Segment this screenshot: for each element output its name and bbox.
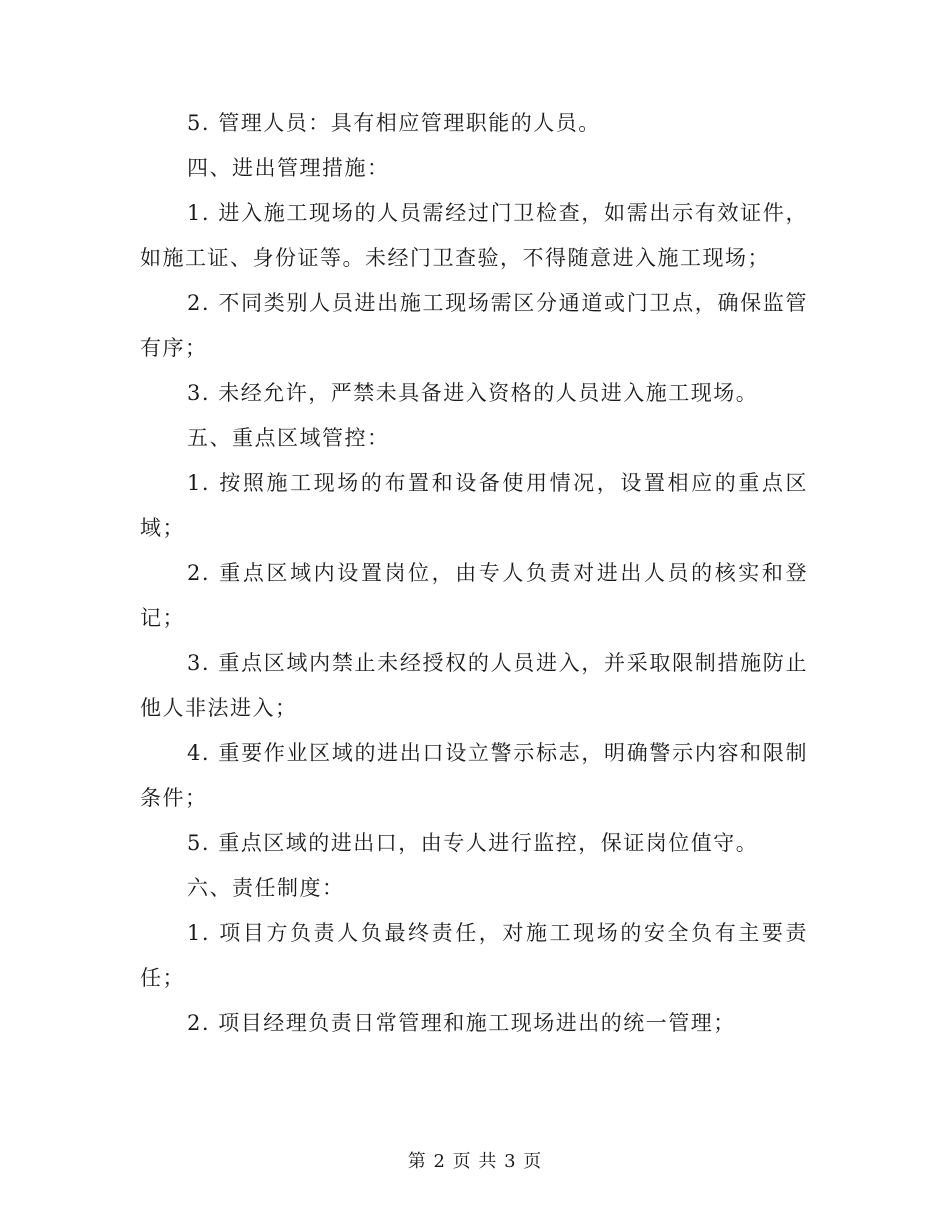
key-area-item-4: 4. 重要作业区域的进出口设立警示标志，明确警示内容和限制条件； (140, 741, 808, 810)
section-heading-key-area-control: 五、重点区域管控： (187, 426, 390, 450)
section-heading-entry-exit-measures: 四、进出管理措施： (187, 156, 390, 180)
key-area-item-1: 1. 按照施工现场的布置和设备使用情况，设置相应的重点区域； (140, 471, 808, 540)
key-area-item-3: 3. 重点区域内禁止未经授权的人员进入，并采取限制措施防止他人非法进入； (140, 651, 808, 720)
entry-exit-item-3: 3. 未经允许，严禁未具备进入资格的人员进入施工现场。 (187, 381, 759, 405)
item-management-staff: 5. 管理人员：具有相应管理职能的人员。 (187, 111, 601, 135)
document-body (140, 101, 808, 1046)
entry-exit-item-2: 2. 不同类别人员进出施工现场需区分通道或门卫点，确保监管有序； (140, 291, 808, 360)
section-heading-responsibility-system: 六、责任制度： (187, 876, 345, 900)
responsibility-item-1: 1. 项目方负责人负最终责任，对施工现场的安全负有主要责任； (140, 921, 808, 990)
entry-exit-item-1: 1. 进入施工现场的人员需经过门卫检查，如需出示有效证件，如施工证、身份证等。未经门卫查验，不得随意进入施工现场； (140, 201, 808, 270)
key-area-item-5: 5. 重点区域的进出口，由专人进行监控，保证岗位值守。 (187, 831, 759, 855)
key-area-item-2: 2. 重点区域内设置岗位，由专人负责对进出人员的核实和登记； (140, 561, 808, 630)
page-number-footer: 第 2 页 共 3 页 (407, 1151, 543, 1172)
responsibility-item-2: 2. 项目经理负责日常管理和施工现场进出的统一管理； (187, 1011, 736, 1035)
